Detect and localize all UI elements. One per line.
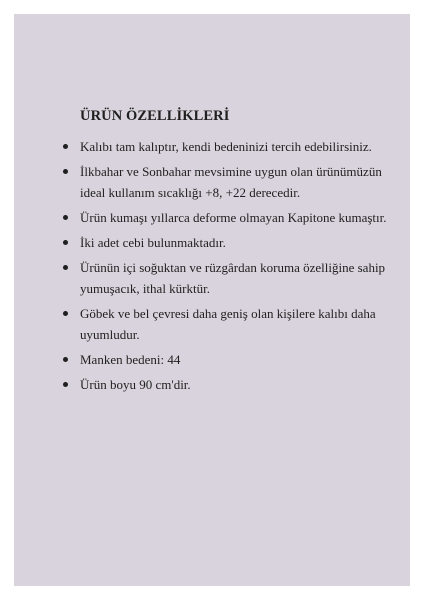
bullet-icon bbox=[63, 169, 68, 174]
feature-item bbox=[58, 257, 398, 299]
bullet-icon bbox=[63, 215, 68, 220]
bullet-icon bbox=[63, 144, 68, 149]
feature-item bbox=[58, 232, 398, 253]
bullet-icon bbox=[63, 311, 68, 316]
feature-text: Ürünün içi soğuktan ve rüzgârdan koruma özelliğine sahip yumuşacık, ithal kürktür. bbox=[80, 260, 386, 296]
feature-text: Kalıbı tam kalıptır, kendi bedeninizi tercih edebilirsiniz. bbox=[80, 139, 372, 154]
feature-text: Ürün kumaşı yıllarca deforme olmayan Kapitone kumaştır. bbox=[80, 210, 387, 225]
feature-item bbox=[58, 374, 398, 395]
bullet-icon bbox=[63, 240, 68, 245]
bullet-icon bbox=[63, 357, 68, 362]
bullet-icon bbox=[63, 382, 68, 387]
feature-text: İki adet cebi bulunmaktadır. bbox=[80, 235, 226, 250]
feature-item bbox=[58, 303, 398, 345]
feature-text: Ürün boyu 90 cm'dir. bbox=[80, 377, 191, 392]
feature-item bbox=[58, 349, 398, 370]
features-list bbox=[58, 136, 398, 395]
feature-item bbox=[58, 207, 398, 228]
product-info-panel bbox=[14, 14, 410, 586]
features-title: ÜRÜN ÖZELLİKLERİ bbox=[80, 108, 230, 124]
feature-text: Göbek ve bel çevresi daha geniş olan kişilere kalıbı daha uyumludur. bbox=[80, 306, 376, 342]
feature-item bbox=[58, 161, 398, 203]
product-features-content bbox=[58, 106, 398, 399]
feature-item bbox=[58, 136, 398, 157]
feature-text: İlkbahar ve Sonbahar mevsimine uygun olan ürünümüzün ideal kullanım sıcaklığı +8, +22 derecedir. bbox=[80, 164, 382, 200]
feature-text: Manken bedeni: 44 bbox=[80, 352, 181, 367]
bullet-icon bbox=[63, 265, 68, 270]
